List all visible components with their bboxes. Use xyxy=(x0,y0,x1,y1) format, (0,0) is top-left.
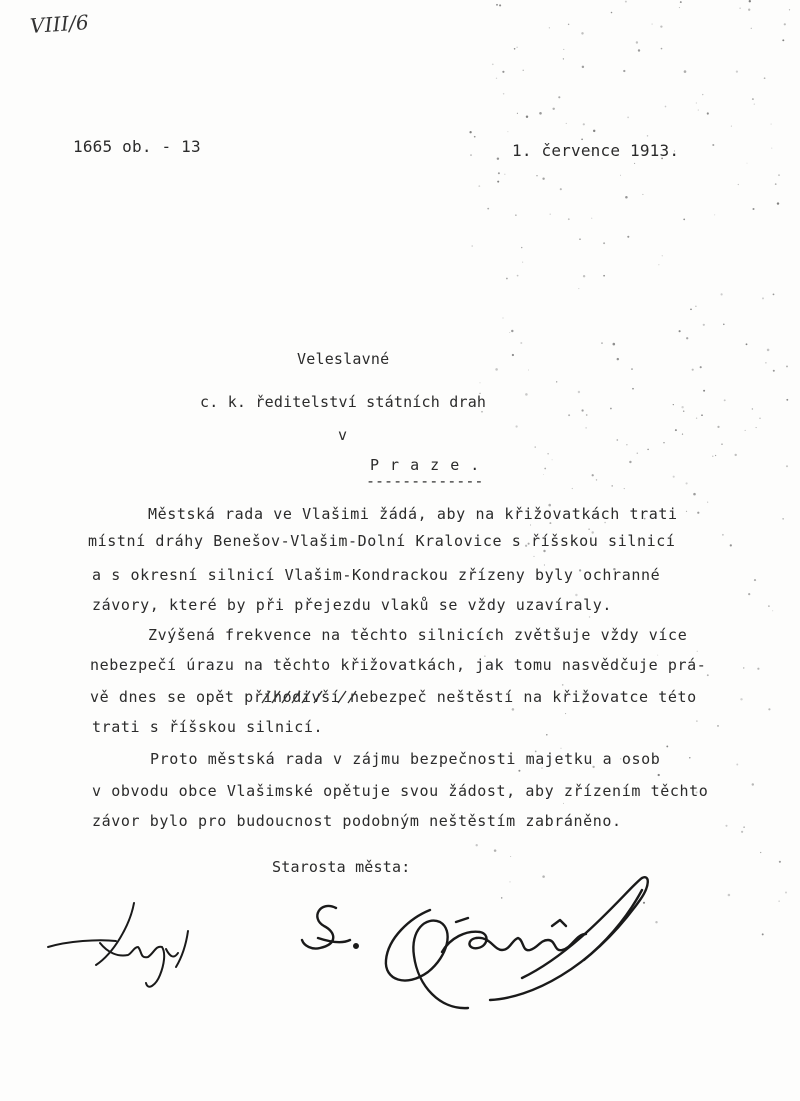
scan-speck xyxy=(586,414,588,416)
scan-speck xyxy=(512,708,515,711)
scan-speck xyxy=(771,124,772,125)
scan-speck xyxy=(613,343,616,346)
scan-speck xyxy=(543,474,544,475)
scan-speck xyxy=(556,381,557,382)
scan-speck xyxy=(539,112,542,115)
scan-speck xyxy=(712,456,713,457)
scan-speck xyxy=(487,208,489,210)
city-underline: ------------- xyxy=(366,472,484,490)
scan-speck xyxy=(561,748,562,749)
scan-speck xyxy=(696,102,697,103)
scan-speck xyxy=(530,525,531,526)
scan-speck xyxy=(616,439,618,441)
corner-archive-note: VIII/6 xyxy=(29,9,90,39)
scan-speck xyxy=(683,219,685,221)
scan-speck xyxy=(762,933,764,935)
scan-speck xyxy=(717,426,719,428)
scan-speck xyxy=(568,218,570,220)
scan-speck xyxy=(534,556,535,557)
scan-speck xyxy=(707,502,708,503)
scan-speck xyxy=(593,130,595,132)
scan-speck xyxy=(666,745,668,747)
scan-speck xyxy=(741,831,743,833)
preposition: v xyxy=(338,426,348,444)
scan-speck xyxy=(756,427,757,428)
scan-speck xyxy=(690,308,692,310)
body-line: vě dnes se opět přihodivší nebezpeč neštěstí na křižovatce této xyxy=(90,688,697,706)
scan-speck xyxy=(523,70,524,71)
scan-speck xyxy=(722,534,724,536)
scan-speck xyxy=(568,414,570,416)
scan-speck xyxy=(517,275,519,277)
scan-speck xyxy=(504,174,505,175)
scan-speck xyxy=(516,47,517,48)
scan-speck xyxy=(698,110,699,111)
scan-speck xyxy=(757,668,759,670)
scan-speck xyxy=(738,184,739,185)
scan-speck xyxy=(494,849,497,852)
strikethrough-mark xyxy=(258,687,378,707)
scan-speck xyxy=(544,468,546,470)
scan-speck xyxy=(503,93,505,95)
scan-speck xyxy=(679,7,680,8)
scan-speck xyxy=(777,202,779,204)
scan-speck xyxy=(714,214,715,215)
scan-speck xyxy=(518,770,520,772)
scan-speck xyxy=(662,255,663,256)
scan-speck xyxy=(528,369,529,370)
scan-speck xyxy=(578,288,579,289)
body-line: závor bylo pro budoucnost podobným neštěstím zabráněno. xyxy=(92,812,622,830)
scan-speck xyxy=(497,181,499,183)
scan-speck xyxy=(497,157,499,159)
scan-speck xyxy=(702,94,703,95)
scan-speck xyxy=(759,417,761,419)
scan-speck xyxy=(752,98,754,100)
scan-speck xyxy=(517,113,518,114)
scan-speck xyxy=(611,12,613,14)
scan-speck xyxy=(778,900,779,901)
scan-speck xyxy=(596,479,597,480)
body-line: Městská rada ve Vlašimi žádá, aby na křižovatkách trati xyxy=(148,505,678,523)
scan-speck xyxy=(496,78,497,79)
scan-speck xyxy=(731,126,732,127)
scan-speck xyxy=(629,461,631,463)
scan-speck xyxy=(558,96,560,98)
scan-speck xyxy=(784,23,786,25)
scan-speck xyxy=(566,123,567,124)
salutation: Veleslavné xyxy=(297,350,390,368)
scan-speck xyxy=(585,427,586,428)
scan-speck xyxy=(592,474,594,476)
scan-speck xyxy=(775,183,777,185)
scan-speck xyxy=(588,528,590,530)
scan-speck xyxy=(563,803,564,804)
scan-speck xyxy=(507,131,508,132)
scan-speck xyxy=(747,163,748,164)
scan-speck xyxy=(743,826,745,828)
scan-speck xyxy=(697,512,699,514)
scan-speck xyxy=(730,544,732,546)
scan-speck xyxy=(552,459,553,460)
scan-speck xyxy=(786,465,788,467)
scan-speck xyxy=(786,365,788,367)
scan-speck xyxy=(549,27,550,28)
scan-speck xyxy=(696,720,697,721)
scan-speck xyxy=(721,293,723,295)
scan-speck xyxy=(661,48,663,50)
scan-speck xyxy=(767,349,770,352)
scan-speck xyxy=(686,482,688,484)
scan-speck xyxy=(478,185,480,187)
scan-speck xyxy=(701,414,703,416)
scan-speck xyxy=(652,24,653,25)
scan-speck xyxy=(611,485,613,487)
scan-speck xyxy=(591,218,592,219)
scan-speck xyxy=(601,342,603,344)
scan-speck xyxy=(752,783,754,785)
scan-speck xyxy=(723,324,725,326)
scan-speck xyxy=(675,429,677,431)
scan-speck xyxy=(546,734,548,736)
scan-speck xyxy=(471,245,473,247)
scan-speck xyxy=(686,337,688,339)
scan-speck xyxy=(617,358,619,360)
scan-speck xyxy=(684,70,687,73)
scan-speck xyxy=(474,136,476,138)
signature-title: Starosta města: xyxy=(272,858,411,876)
scan-speck xyxy=(736,764,738,766)
scan-speck xyxy=(581,32,583,34)
scan-speck xyxy=(563,58,564,59)
scan-speck xyxy=(481,411,483,413)
scan-speck xyxy=(764,77,766,79)
scan-speck xyxy=(581,138,583,140)
scan-speck xyxy=(498,172,500,174)
scan-speck xyxy=(748,9,750,11)
scan-speck xyxy=(631,368,633,370)
scan-speck xyxy=(693,493,696,496)
scan-speck xyxy=(560,188,562,190)
scan-speck xyxy=(625,196,628,199)
scan-speck xyxy=(728,894,731,897)
scan-speck xyxy=(689,757,690,758)
scan-speck xyxy=(703,390,705,392)
scan-speck xyxy=(572,488,573,489)
document-date: 1. července 1913. xyxy=(512,141,680,160)
body-line: závory, které by při přejezdu vlaků se vždy uzavíraly. xyxy=(92,596,613,614)
scan-speck xyxy=(703,324,705,326)
scan-speck xyxy=(603,275,605,277)
scan-speck xyxy=(736,71,738,73)
scan-speck xyxy=(623,70,625,72)
scan-speck xyxy=(680,1,682,3)
scan-speck xyxy=(552,108,554,110)
scan-speck xyxy=(625,1,627,3)
scan-speck xyxy=(637,453,638,454)
scan-speck xyxy=(746,343,748,345)
scan-speck xyxy=(511,330,513,332)
scan-speck xyxy=(658,774,660,776)
scan-speck xyxy=(620,175,621,176)
scan-speck xyxy=(760,852,761,853)
scan-speck xyxy=(717,725,719,727)
scan-speck xyxy=(749,0,751,2)
scan-speck xyxy=(568,24,569,25)
scan-speck xyxy=(782,518,783,519)
scan-speck xyxy=(665,106,667,108)
scan-speck xyxy=(583,275,585,277)
scan-speck xyxy=(745,430,746,431)
scan-speck xyxy=(536,175,537,176)
scan-speck xyxy=(765,362,767,364)
scan-speck xyxy=(754,103,755,104)
scan-speck xyxy=(632,388,634,390)
scan-speck xyxy=(520,342,522,344)
recipient: c. k. ředitelství státních drah xyxy=(200,393,487,411)
scan-speck xyxy=(565,713,566,714)
scan-speck xyxy=(521,247,522,248)
scan-speck xyxy=(492,63,494,65)
scan-speck xyxy=(721,443,723,445)
scan-speck xyxy=(707,112,709,114)
scan-speck xyxy=(762,297,764,299)
scan-speck xyxy=(660,25,662,27)
scan-speck xyxy=(724,399,726,401)
scan-speck xyxy=(735,454,737,456)
scan-speck xyxy=(683,410,684,411)
body-line: Proto městská rada v zájmu bezpečnosti majetku a osob xyxy=(150,750,661,768)
scan-speck xyxy=(752,408,753,409)
recipient-city: P r a z e . xyxy=(370,456,481,474)
scan-speck xyxy=(647,449,649,451)
scan-speck xyxy=(581,409,583,411)
scan-speck xyxy=(525,393,528,396)
scan-speck xyxy=(658,264,659,265)
scan-speck xyxy=(522,262,523,263)
scan-speck xyxy=(535,446,536,447)
scan-speck xyxy=(626,444,627,445)
scan-speck xyxy=(785,891,787,893)
scan-speck xyxy=(578,391,580,393)
scan-speck xyxy=(583,123,585,125)
scan-speck xyxy=(510,856,511,857)
scan-speck xyxy=(647,135,648,136)
scan-speck xyxy=(502,71,504,73)
scan-speck xyxy=(506,278,508,280)
scan-speck xyxy=(692,369,694,371)
scan-speck xyxy=(496,4,498,6)
scan-speck xyxy=(771,148,772,149)
scan-speck xyxy=(610,408,612,410)
scan-speck xyxy=(509,332,510,333)
scan-speck xyxy=(773,370,775,372)
scan-speck xyxy=(682,434,683,435)
scan-speck xyxy=(512,354,514,356)
scan-speck xyxy=(634,163,635,164)
scan-speck xyxy=(562,684,564,686)
body-line: nebezpečí úrazu na těchto křižovatkách, jak tomu nasvědčuje prá- xyxy=(90,656,707,674)
reference-number: 1665 ob. - 13 xyxy=(73,137,201,156)
scan-speck xyxy=(515,425,517,427)
scan-speck xyxy=(627,117,629,119)
scan-speck xyxy=(740,698,742,700)
scan-speck xyxy=(779,861,781,863)
scan-speck xyxy=(480,383,481,384)
scan-speck xyxy=(470,154,472,156)
scan-speck xyxy=(786,399,788,401)
scan-speck xyxy=(748,593,750,595)
scan-speck xyxy=(696,418,697,419)
scan-speck xyxy=(543,550,545,552)
scan-speck xyxy=(695,306,696,307)
scan-speck xyxy=(495,368,498,371)
scan-speck xyxy=(681,406,683,408)
scan-speck xyxy=(789,9,790,10)
scan-speck xyxy=(469,131,471,133)
scan-speck xyxy=(663,442,664,443)
body-line: Zvýšená frekvence na těchto silnicích zvětšuje vždy více xyxy=(148,626,688,644)
scan-speck xyxy=(514,48,516,50)
scan-speck xyxy=(739,7,740,8)
body-line: místní dráhy Benešov-Vlašim-Dolní Kralovice s říšskou silnicí xyxy=(88,532,676,550)
scan-speck xyxy=(503,318,504,319)
scan-speck xyxy=(772,610,773,611)
scan-speck xyxy=(673,476,675,478)
handwritten-initials xyxy=(38,895,208,995)
scan-speck xyxy=(499,4,501,6)
body-line: a s okresní silnicí Vlašim-Kondrackou zřízeny byly ochranné xyxy=(92,566,661,584)
scan-speck xyxy=(707,674,709,676)
scan-speck xyxy=(673,404,674,405)
scan-speck xyxy=(778,174,780,176)
scan-speck xyxy=(725,825,727,827)
scan-speck xyxy=(752,208,754,210)
scan-speck xyxy=(638,49,640,51)
scan-speck xyxy=(715,455,716,456)
scan-speck xyxy=(679,330,681,332)
scan-speck xyxy=(476,844,478,846)
scan-speck xyxy=(515,214,516,215)
body-line: v obvodu obce Vlašimské opětuje svou žádost, aby zřízením těchto xyxy=(92,782,709,800)
scan-speck xyxy=(582,66,584,68)
scan-speck xyxy=(542,178,544,180)
scan-speck xyxy=(550,214,551,215)
scan-speck xyxy=(686,511,687,512)
scan-speck xyxy=(579,239,580,240)
scan-speck xyxy=(624,488,625,489)
scan-speck xyxy=(743,667,744,668)
scan-speck xyxy=(712,144,714,146)
scan-speck xyxy=(636,41,638,43)
scan-speck xyxy=(768,708,770,710)
scan-speck xyxy=(547,453,548,454)
scan-speck xyxy=(754,579,756,581)
scan-speck xyxy=(782,39,784,41)
scan-speck xyxy=(773,294,775,296)
scan-speck xyxy=(751,28,752,29)
scan-speck xyxy=(526,116,528,118)
scan-speck xyxy=(642,194,643,195)
scan-speck xyxy=(697,651,698,652)
scan-speck xyxy=(627,236,629,238)
scan-speck xyxy=(589,616,590,617)
scan-speck xyxy=(603,242,605,244)
body-line: trati s říšskou silnicí. xyxy=(92,718,324,736)
scan-speck xyxy=(700,366,702,368)
scan-speck xyxy=(768,605,770,607)
scan-speck xyxy=(563,49,564,50)
handwritten-signature xyxy=(290,860,670,1020)
